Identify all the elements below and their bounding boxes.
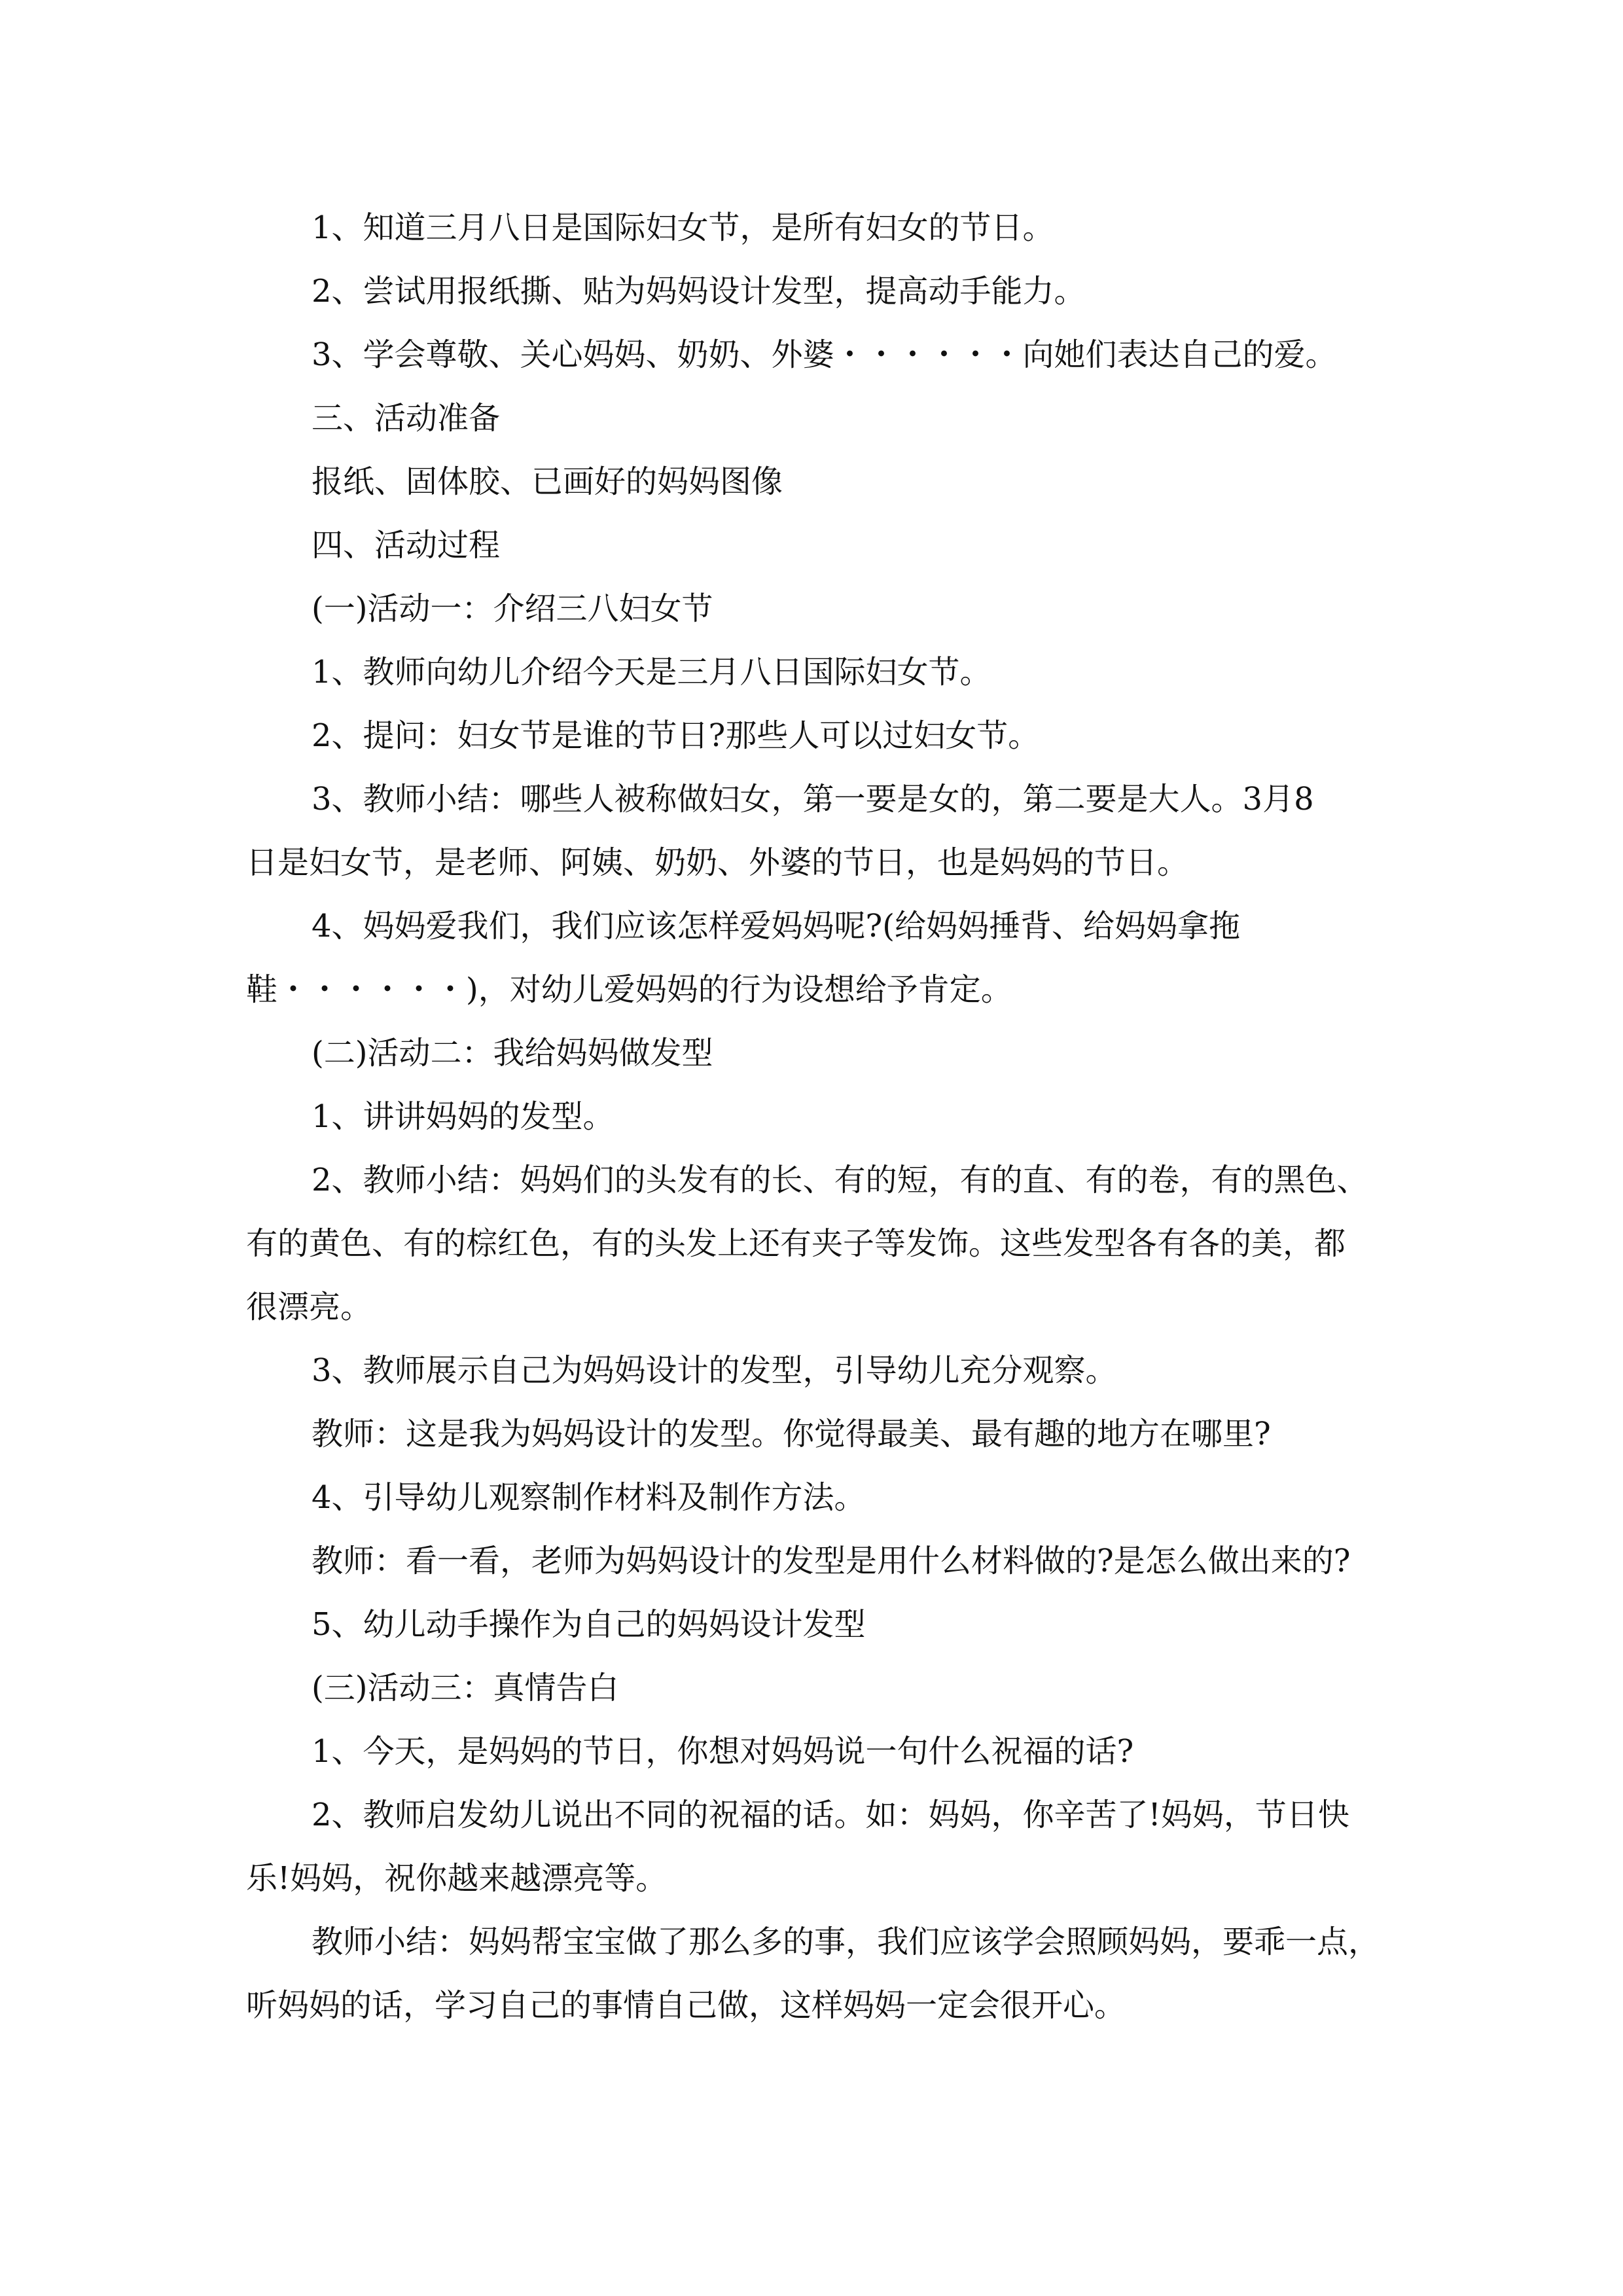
activity-2-step-1: [246, 1085, 1398, 1149]
paragraph-line: (三)活动三：真情告白: [312, 1670, 619, 1706]
paragraph-line: 2、提问：妇女节是谁的节日?那些人可以过妇女节。: [312, 717, 1040, 754]
objective-2: [246, 260, 1398, 323]
activity-3-step-2: [246, 1784, 1398, 1910]
activity-1-step-3: [246, 768, 1398, 895]
paragraph-line: 教师小结：妈妈帮宝宝做了那么多的事，我们应该学会照顾妈妈，要乖一点，: [312, 1924, 1380, 1960]
paragraph-line: 2、教师启发幼儿说出不同的祝福的话。如：妈妈，你辛苦了!妈妈，节日快: [312, 1797, 1349, 1833]
paragraph-line: 报纸、固体胶、已画好的妈妈图像: [312, 463, 783, 500]
paragraph-line: 有的黄色、有的棕红色，有的头发上还有夹子等发饰。这些发型各有各的美，都: [246, 1225, 1346, 1262]
paragraph-line: 3、学会尊敬、关心妈妈、奶奶、外婆・・・・・・向她们表达自己的爱。: [312, 336, 1337, 373]
section-heading-process: [246, 514, 1398, 577]
paragraph-line: 很漂亮。: [246, 1289, 372, 1325]
paragraph-line: 教师：这是我为妈妈设计的发型。你觉得最美、最有趣的地方在哪里?: [312, 1416, 1271, 1452]
paragraph-line: 4、引导幼儿观察制作材料及制作方法。: [312, 1479, 866, 1516]
preparation-materials: [246, 450, 1398, 514]
objective-1: [246, 196, 1398, 260]
paragraph-line: 4、妈妈爱我们，我们应该怎样爱妈妈呢?(给妈妈捶背、给妈妈拿拖: [312, 908, 1241, 944]
paragraph-line: 3、教师展示自己为妈妈设计的发型，引导幼儿充分观察。: [312, 1352, 1117, 1389]
paragraph-line: 听妈妈的话，学习自己的事情自己做，这样妈妈一定会很开心。: [246, 1987, 1126, 2024]
objective-3: [246, 323, 1398, 387]
activity-3-step-1: [246, 1720, 1398, 1784]
activity-2-step-4: [246, 1466, 1398, 1530]
section-heading-preparation: [246, 387, 1398, 450]
activity-1-step-2: [246, 704, 1398, 768]
activity-1-step-1: [246, 641, 1398, 704]
teacher-quote-1: [246, 1403, 1398, 1466]
paragraph-line: 三、活动准备: [312, 400, 501, 437]
paragraph-line: (一)活动一：介绍三八妇女节: [312, 590, 713, 627]
paragraph-line: 5、幼儿动手操作为自己的妈妈设计发型: [312, 1606, 866, 1643]
paragraph-line: 教师：看一看，老师为妈妈设计的发型是用什么材料做的?是怎么做出来的?: [312, 1543, 1351, 1579]
paragraph-line: 2、尝试用报纸撕、贴为妈妈设计发型，提高动手能力。: [312, 273, 1086, 310]
activity-1-step-4: [246, 895, 1398, 1022]
paragraph-line: 2、教师小结：妈妈们的头发有的长、有的短，有的直、有的卷，有的黑色、: [312, 1162, 1368, 1198]
paragraph-line: 日是妇女节，是老师、阿姨、奶奶、外婆的节日，也是妈妈的节日。: [246, 844, 1189, 881]
paragraph-line: 1、讲讲妈妈的发型。: [312, 1098, 615, 1135]
paragraph-line: 乐!妈妈，祝你越来越漂亮等。: [246, 1860, 668, 1897]
teacher-quote-2: [246, 1530, 1398, 1593]
paragraph-line: 3、教师小结：哪些人被称做妇女，第一要是女的，第二要是大人。3月8: [312, 781, 1314, 817]
teacher-summary: [246, 1910, 1398, 2037]
activity-2-step-5: [246, 1593, 1398, 1657]
paragraph-line: (二)活动二：我给妈妈做发型: [312, 1035, 713, 1071]
paragraph-line: 1、今天，是妈妈的节日，你想对妈妈说一句什么祝福的话?: [312, 1733, 1134, 1770]
paragraph-line: 1、教师向幼儿介绍今天是三月八日国际妇女节。: [312, 654, 991, 691]
activity-1-heading: [246, 577, 1398, 641]
paragraph-line: 1、知道三月八日是国际妇女节，是所有妇女的节日。: [312, 209, 1054, 246]
paragraph-line: 鞋・・・・・・)，对幼儿爱妈妈的行为设想给予肯定。: [246, 971, 1012, 1008]
activity-2-step-3: [246, 1339, 1398, 1403]
activity-3-heading: [246, 1657, 1398, 1720]
paragraph-line: 四、活动过程: [312, 527, 501, 564]
activity-2-step-2: [246, 1149, 1398, 1339]
activity-2-heading: [246, 1022, 1398, 1085]
